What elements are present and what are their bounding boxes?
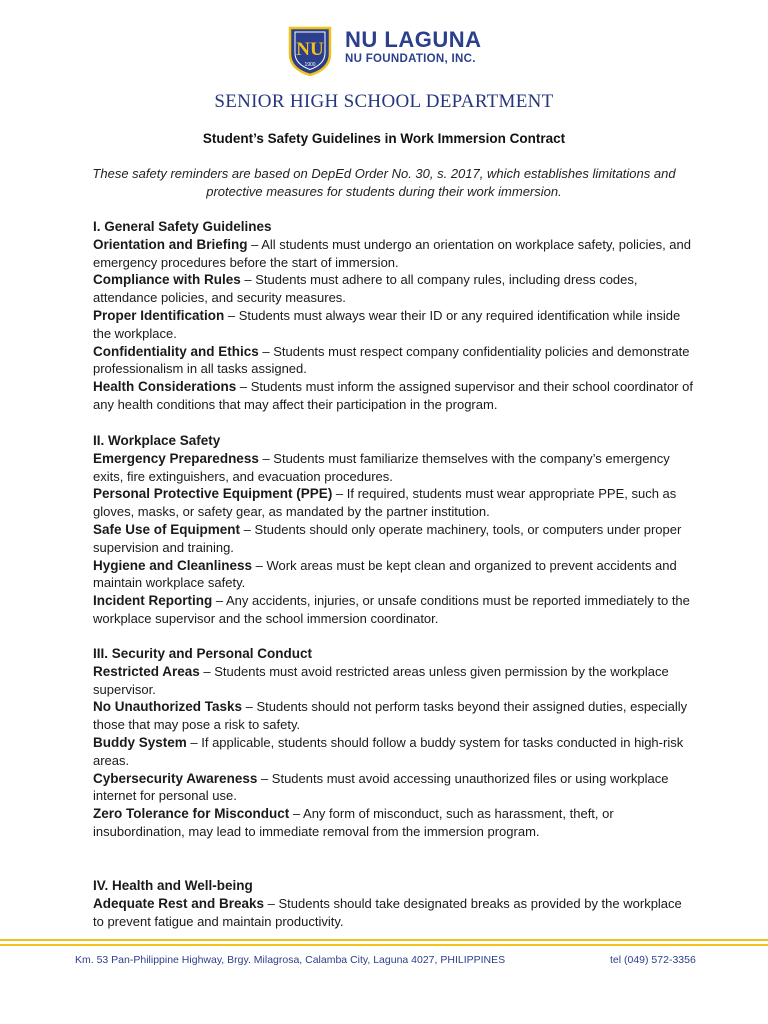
guideline-title: Safe Use of Equipment — [93, 521, 241, 537]
guideline-text: – Students should only operate machinery, tools, or computers under proper supervision and training. — [93, 521, 682, 555]
brand-name: NU LAGUNA — [345, 27, 482, 52]
guideline-text: – If applicable, students should follow a buddy system for tasks conducted in high-risk areas. — [93, 734, 684, 768]
guideline-title: Cybersecurity Awareness — [93, 770, 258, 786]
guideline-title: Proper Identification — [93, 307, 225, 323]
guideline-title: Restricted Areas — [93, 663, 200, 679]
section-heading: III. Security and Personal Conduct — [93, 646, 313, 661]
guideline-text: – If required, students must wear appropriate PPE, such as gloves, masks, or safety gear, as mandated by the partner institution. — [93, 486, 677, 520]
guideline-text: – Students must avoid accessing unauthorized files or using workplace internet for personal use. — [93, 770, 669, 804]
guideline-title: Buddy System — [93, 734, 187, 750]
guideline-title: Adequate Rest and Breaks — [93, 895, 265, 911]
guideline-text: – Students must avoid restricted areas unless given permission by the workplace supervisor. — [93, 663, 669, 697]
guideline-item — [93, 236, 693, 272]
guideline-title: Health Considerations — [93, 379, 237, 395]
section-heading: IV. Health and Well-being — [93, 878, 253, 893]
guideline-text: – All students must undergo an orientation on workplace safety, policies, and emergency procedures before the start of immersion. — [93, 236, 691, 270]
guideline-item — [93, 895, 693, 931]
section-security-conduct — [93, 645, 693, 841]
guideline-text: – Work areas must be kept clean and organized to prevent accidents and maintain workplace safety. — [93, 557, 677, 591]
section-heading: II. Workplace Safety — [93, 433, 221, 448]
footer-divider — [0, 939, 768, 946]
intro-paragraph: These safety reminders are based on DepEd Order No. 30, s. 2017, which establishes limitations and protective measures for students during their work immersion. — [92, 166, 676, 199]
guideline-item — [93, 378, 693, 414]
svg-text:NU: NU — [296, 39, 324, 60]
guideline-title: Orientation and Briefing — [93, 236, 248, 252]
guideline-item — [93, 271, 693, 307]
guideline-item — [93, 450, 693, 486]
guideline-text: – Any accidents, injuries, or unsafe conditions must be reported immediately to the workplace supervisor and the school immersion coordinator. — [93, 593, 690, 626]
guideline-title: Personal Protective Equipment (PPE) — [93, 486, 333, 502]
guideline-title: Hygiene and Cleanliness — [93, 557, 253, 573]
guideline-item — [93, 698, 693, 734]
section-health-wellbeing — [93, 877, 693, 930]
guideline-item — [93, 485, 693, 521]
guideline-text: – Students must inform the assigned supervisor and their school coordinator of any health conditions that may affect their participation in the program. — [93, 379, 693, 412]
department-heading: SENIOR HIGH SCHOOL DEPARTMENT — [214, 91, 554, 112]
guideline-title: Compliance with Rules — [93, 272, 241, 288]
guideline-title: No Unauthorized Tasks — [93, 699, 243, 715]
guideline-text: – Students must always wear their ID or any required identification while inside the workplace. — [93, 307, 681, 341]
guideline-title: Emergency Preparedness — [93, 450, 259, 466]
document-title: Student’s Safety Guidelines in Work Immersion Contract — [202, 131, 566, 146]
guideline-item — [93, 521, 693, 557]
nu-shield-logo — [286, 24, 334, 76]
guideline-item — [93, 663, 693, 699]
guideline-text: – Students must adhere to all company rules, including dress codes, attendance policies, and security measures. — [93, 272, 638, 306]
section-general-safety — [93, 218, 693, 414]
guideline-title: Confidentiality and Ethics — [93, 343, 259, 359]
guideline-item — [93, 592, 693, 628]
footer-telephone: tel (049) 572-3356 — [610, 954, 696, 966]
guideline-text: – Students must familiarize themselves with the company’s emergency exits, fire extinguishers, and evacuation procedures. — [93, 450, 670, 484]
guideline-item — [93, 805, 693, 841]
guideline-text: – Students should take designated breaks as provided by the workplace to prevent fatigue and maintain productivity. — [93, 895, 682, 929]
guideline-item — [93, 557, 693, 593]
brand-block — [345, 28, 482, 66]
brand-subtitle: NU FOUNDATION, INC. — [345, 53, 476, 65]
guideline-text: – Students must respect company confidentiality policies and demonstrate professionalism in all tasks assigned. — [93, 343, 690, 377]
guideline-item — [93, 343, 693, 379]
guideline-item — [93, 307, 693, 343]
section-workplace-safety — [93, 432, 693, 628]
footer-line-bottom — [0, 944, 768, 946]
guideline-item — [93, 770, 693, 806]
footer-address: Km. 53 Pan-Philippine Highway, Brgy. Milagrosa, Calamba City, Laguna 4027, PHILIPPINES — [75, 954, 506, 966]
guideline-title: Incident Reporting — [93, 593, 213, 609]
letterhead — [0, 22, 768, 78]
guideline-title: Zero Tolerance for Misconduct — [93, 806, 290, 822]
guideline-text: – Any form of misconduct, such as harassment, theft, or insubordination, may lead to immediate removal from the immersion program. — [93, 806, 614, 839]
guideline-text: – Students should not perform tasks beyond their assigned duties, especially those that may pose a risk to safety. — [93, 699, 688, 733]
logo-year: 1900 — [304, 62, 316, 68]
section-heading: I. General Safety Guidelines — [93, 219, 272, 234]
guideline-item — [93, 734, 693, 770]
